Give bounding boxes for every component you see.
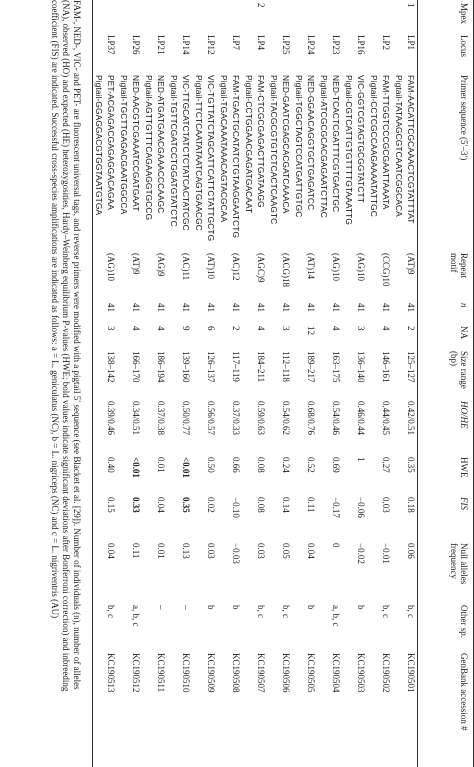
na-cell: 3 (281, 326, 292, 331)
null-alleles-cell: −0.01 (381, 543, 392, 564)
null-alleles-cell: 0 (331, 543, 342, 548)
reverse-primer: Pigtail-TGTTCGATCCTGGATGTATCTC (169, 75, 180, 227)
repeat-motif-cell: (AG)9 (156, 253, 167, 277)
null-alleles-cell: 0.04 (93, 540, 118, 602)
reverse-primer: Pigtail-TTCTCAATATAATCAGTGAACGC (194, 75, 205, 231)
mpex-cell (118, 0, 143, 32)
other-species-cell: – (156, 605, 167, 610)
repeat-motif-cell: (AC)11 (181, 253, 192, 281)
table-row (193, 0, 218, 767)
na-cell: 2 (231, 326, 242, 331)
reverse-primer: Pigtail-ATCGCGCACGAGAATCTTAC (319, 75, 330, 218)
na-cell: 2 (406, 326, 416, 331)
size-range-cell: 117–119 (231, 351, 242, 382)
repeat-motif-cell: (ACG)18 (281, 253, 292, 287)
size-range-cell: 166–170 (131, 351, 142, 383)
primer-cell (118, 72, 143, 250)
na-cell: 3 (93, 323, 118, 348)
table-row (393, 0, 418, 767)
locus-cell: LP21 (156, 35, 167, 55)
reverse-primer: Pigtail-TGCTTGAGACGAATGGCCA (119, 75, 130, 215)
other-species-cell: b (356, 605, 367, 610)
fis-cell: 0.03 (381, 497, 392, 513)
genbank-accession-cell: KC190504 (331, 653, 342, 693)
forward-primer: VIC-TTGCATCTATCTCTATCACTATCGC (181, 75, 192, 231)
primer-cell (193, 72, 218, 250)
table-body (93, 0, 418, 767)
header-hwe: HWE (418, 454, 474, 494)
reverse-primer: Pigtail-AGTTGTTTCAGAAGGTGCCG (144, 75, 155, 221)
fis-cell: 0.04 (156, 497, 167, 513)
mpex-cell (318, 0, 343, 32)
size-range-cell: 163–175 (331, 351, 342, 383)
primer-cell (243, 72, 268, 250)
size-range-cell: 138–142 (93, 348, 118, 398)
header-ho-he: HO/HE (418, 398, 474, 454)
forward-primer: NED-AACGTCGAAATCCGATGAAT (131, 75, 142, 212)
n-cell: 41 (131, 303, 142, 312)
genbank-accession-cell: KC190509 (206, 653, 217, 693)
primer-cell (268, 72, 293, 250)
table-row (293, 0, 318, 767)
ho-he-cell: 0.54/0.46 (331, 401, 342, 436)
na-cell: 9 (181, 326, 192, 331)
repeat-motif-cell: (AG)10 (331, 253, 342, 281)
other-species-cell: b, c (93, 602, 118, 650)
other-species-cell: a, b, c (131, 605, 142, 627)
ho-he-cell: 0.42/0.51 (406, 401, 416, 436)
ho-he-cell: 0.39/0.46 (93, 398, 118, 454)
primer-cell (318, 72, 343, 250)
hwe-cell: <0.01 (131, 457, 142, 478)
header-other-species: Other sp. (418, 602, 474, 650)
forward-primer: FAM-AACATTCGCAAACTCGTATTTAT (406, 75, 416, 224)
mpex-cell (143, 0, 168, 32)
n-cell: 41 (231, 303, 242, 312)
null-alleles-cell: 0.01 (156, 543, 167, 559)
hwe-cell: 0.40 (93, 454, 118, 494)
genbank-accession-cell: KC190510 (181, 653, 192, 693)
forward-primer: VIC-TGTTATCTAGCATTCATTCTATTGCTG (206, 75, 217, 242)
na-cell: 4 (331, 326, 342, 331)
fis-cell: −0.10 (231, 497, 242, 518)
fis-cell: 0.33 (131, 497, 142, 513)
ho-he-cell: 0.44/0.45 (381, 401, 392, 436)
primer-cell (343, 72, 368, 250)
fis-cell: 0.15 (93, 494, 118, 540)
reverse-primer: Pigtail-TATAAGCGTCAATCGGCACA (394, 75, 404, 217)
header-size: Size range (bp) (418, 348, 474, 398)
locus-cell: LP26 (131, 35, 142, 55)
n-cell: 41 (256, 303, 267, 312)
locus-cell: LP2 (381, 35, 392, 51)
hwe-cell: 0.24 (281, 457, 292, 473)
other-species-cell: a, b, c (331, 605, 342, 627)
repeat-motif-cell: (AC)12 (231, 253, 242, 281)
mpex-cell (368, 0, 393, 32)
na-cell: 4 (156, 326, 167, 331)
primer-cell (143, 72, 168, 250)
genbank-accession-cell: KC190513 (93, 650, 118, 767)
header-na: NA (418, 323, 474, 348)
mpex-cell: 2 (256, 3, 267, 8)
table-row (343, 0, 368, 767)
size-range-cell: 136–140 (356, 351, 367, 383)
null-alleles-cell: 0.11 (131, 543, 142, 559)
null-alleles-cell: 0.03 (256, 543, 267, 559)
size-range-cell: 139–160 (181, 351, 192, 383)
primer-cell (218, 72, 243, 250)
ho-he-cell: 0.54/0.62 (281, 401, 292, 436)
size-range-cell: 112–118 (281, 351, 292, 382)
other-species-cell: b (306, 605, 317, 610)
null-alleles-cell: 0.06 (406, 543, 416, 559)
locus-cell: LP24 (306, 35, 317, 55)
genbank-accession-cell: KC190512 (131, 653, 142, 693)
header-primer: Primer sequence (5′–3′) (418, 72, 474, 250)
hwe-cell: 0.52 (306, 457, 317, 473)
size-range-cell: 146–161 (381, 351, 392, 383)
size-range-cell: 125–127 (406, 351, 416, 383)
na-cell: 6 (206, 326, 217, 331)
fis-cell: 0.11 (306, 497, 317, 513)
locus-cell: LP23 (331, 35, 342, 55)
fis-cell: 0.18 (406, 497, 416, 513)
header-genbank: GenBank accession # (418, 650, 474, 767)
locus-cell: LP25 (281, 35, 292, 55)
reverse-primer: Pigtail-TGGCTAGTCCATGATTGTGC (294, 75, 305, 218)
forward-primer: NED-GGAACAGGTGCTGAGATCC (306, 75, 317, 211)
ho-he-cell: 0.46/0.44 (356, 401, 367, 436)
null-alleles-cell: 0.04 (306, 543, 317, 559)
ho-he-cell: 0.68/0.76 (306, 401, 317, 436)
primer-cell (368, 72, 393, 250)
ho-he-cell: 0.37/0.33 (231, 401, 242, 436)
null-alleles-cell: −0.02 (356, 543, 367, 564)
genbank-accession-cell: KC190502 (381, 653, 392, 693)
primer-cell (393, 72, 418, 250)
mpex-cell (93, 0, 118, 32)
locus-cell: LP4 (256, 35, 267, 51)
fis-cell: −0.06 (356, 497, 367, 518)
table-row (268, 0, 293, 767)
table-row (118, 0, 143, 767)
genbank-accession-cell: KC190501 (406, 653, 416, 693)
null-alleles-cell: 0.13 (181, 543, 192, 559)
forward-primer: NED-TCACTCGATTTCGTGACTGC (331, 75, 342, 213)
repeat-motif-cell: (AT)10 (206, 253, 217, 279)
fis-cell: −0.17 (331, 497, 342, 518)
other-species-cell: – (181, 605, 192, 610)
mpex-cell (343, 0, 368, 32)
ho-he-cell: 0.50/0.77 (181, 401, 192, 436)
na-cell: 3 (356, 326, 367, 331)
n-cell: 41 (93, 300, 118, 323)
hwe-cell: 0.01 (156, 457, 167, 473)
primer-cell (168, 72, 193, 250)
genbank-accession-cell: KC190511 (156, 653, 167, 693)
n-cell: 41 (331, 303, 342, 312)
locus-cell: LP37 (93, 32, 118, 72)
ho-he-cell: 0.56/0.57 (206, 401, 217, 436)
hwe-cell: 0.35 (406, 457, 416, 473)
table-row (218, 0, 243, 767)
header-locus: Locus (418, 32, 474, 72)
n-cell: 41 (281, 303, 292, 312)
reverse-primer: Pigtail-CGTCATTGTGTTTTGTAAATTG (344, 75, 355, 226)
table-row (143, 0, 168, 767)
reverse-primer: Pigtail-TACGCGTGTCTCACTCAAGTC (269, 75, 280, 225)
reverse-primer: Pigtail-TGACAAATAAACAGTACGCAA (219, 75, 230, 223)
locus-cell: LP7 (231, 35, 242, 51)
table-header-row (418, 0, 474, 767)
forward-primer: VIC-GGTCGTAGTGCGGTATCTT (356, 75, 367, 203)
repeat-motif-cell: (AT)9 (131, 253, 142, 275)
repeat-motif-cell: (AG)10 (356, 253, 367, 281)
null-alleles-cell: 0.03 (206, 543, 217, 559)
n-cell: 41 (156, 303, 167, 312)
footnote-line: (NA), observed (HO) and expected (HE) heterozygosities, Hardy–Weinberg equilibrium P-values (HWE; bold values indicate significant deviations after Bonferroni correction) and inbreeding (61, 0, 71, 692)
repeat-motif-cell: (CCG)10 (381, 253, 392, 287)
repeat-motif-cell: (AT)9 (406, 253, 416, 275)
forward-primer: NED-ATGATGAACGAAACCCAAGC (156, 75, 167, 214)
n-cell: 41 (206, 303, 217, 312)
mpex-cell (268, 0, 293, 32)
other-species-cell: b, c (406, 605, 416, 618)
n-cell: 41 (356, 303, 367, 312)
table-row (93, 0, 118, 767)
ho-he-cell: 0.37/0.38 (156, 401, 167, 436)
forward-primer: FAM-TTGGTCCCGCGAATTAAATA (381, 75, 392, 210)
table-row (243, 0, 268, 767)
hwe-cell: 0.08 (256, 457, 267, 473)
fis-cell: 0.08 (256, 497, 267, 513)
locus-cell: LP14 (181, 35, 192, 55)
other-species-cell: b, c (281, 605, 292, 618)
na-cell: 4 (381, 326, 392, 331)
na-cell: 12 (306, 326, 317, 335)
n-cell: 41 (181, 303, 192, 312)
fis-cell: 0.02 (206, 497, 217, 513)
header-mpex: Mpex (418, 0, 474, 32)
ho-he-cell: 0.34/0.51 (131, 401, 142, 436)
repeat-motif-cell: (AG)10 (93, 250, 118, 300)
header-null-alleles: Null alleles frequency (418, 540, 474, 602)
other-species-cell: b (206, 605, 217, 610)
footnote-line: coefficient (FIS) are indicated. Successful cross-species amplifications are indicated as follows: a = L. geniculatus (NC), b = L. nigriceps (NC) and c = L. nigriventris (AU) (50, 0, 60, 619)
n-cell: 41 (381, 303, 392, 312)
forward-primer: PET-ACGAGACGAGAGGACAGAA (106, 75, 117, 210)
mpex-cell (193, 0, 218, 32)
genbank-accession-cell: KC190505 (306, 653, 317, 693)
hwe-cell: 0.27 (381, 457, 392, 473)
header-n: n (418, 300, 474, 323)
size-range-cell: 189–217 (306, 351, 317, 383)
header-repeat: Repeat motif (418, 250, 474, 300)
repeat-motif-cell: (AT)14 (306, 253, 317, 279)
locus-cell: LP12 (206, 35, 217, 55)
reverse-primer: Pigtail-GGAGGACGTGGTAATGTGA (94, 75, 105, 216)
genbank-accession-cell: KC190508 (231, 653, 242, 693)
header-fis: FIS (418, 494, 474, 540)
locus-cell: LP1 (406, 35, 416, 51)
table-row (368, 0, 393, 767)
other-species-cell: b (231, 605, 242, 610)
microsatellite-table (92, 0, 474, 767)
null-alleles-cell: −0.03 (231, 543, 242, 564)
table-footnote (49, 0, 82, 767)
mpex-cell (293, 0, 318, 32)
fis-cell: 0.14 (281, 497, 292, 513)
genbank-accession-cell: KC190503 (356, 653, 367, 693)
repeat-motif-cell: (AGC)9 (256, 253, 267, 283)
genbank-accession-cell: KC190507 (256, 653, 267, 693)
reverse-primer: Pigtail-CCTGGAACGAGATGACAAT (244, 75, 255, 214)
hwe-cell: 0.50 (206, 457, 217, 473)
genbank-accession-cell: KC190506 (281, 653, 292, 693)
forward-primer: NED-GAATCGAGCACGATCAAACA (281, 75, 292, 214)
mpex-cell: 1 (406, 3, 416, 8)
primer-cell (93, 72, 118, 250)
n-cell: 41 (306, 303, 317, 312)
null-alleles-cell: 0.05 (281, 543, 292, 559)
other-species-cell: b, c (381, 605, 392, 618)
mpex-cell (168, 0, 193, 32)
hwe-cell: 0.66 (231, 457, 242, 473)
size-range-cell: 184–211 (256, 351, 267, 383)
forward-primer: FAM-CTCGCGAGACTTGATAAGG (256, 75, 267, 208)
mpex-cell (218, 0, 243, 32)
size-range-cell: 186–194 (156, 351, 167, 383)
hwe-cell: <0.01 (181, 457, 192, 478)
fis-cell: 0.35 (181, 497, 192, 513)
table-row (318, 0, 343, 767)
hwe-cell: 1 (356, 457, 367, 462)
na-cell: 4 (256, 326, 267, 331)
hwe-cell: 0.69 (331, 457, 342, 473)
locus-cell: LP16 (356, 35, 367, 55)
ho-he-cell: 0.59/0.63 (256, 401, 267, 436)
size-range-cell: 126–137 (206, 351, 217, 383)
footnote-line: FAM-, NED-, VIC- and PET- are fluorescent universal tags, and reverse primers were modified with a pigtail 5′ sequence (see Blacket et al. [29]). Number of individuals (n), number of alleles (72, 0, 82, 690)
other-species-cell: b, c (256, 605, 267, 618)
primer-cell (293, 72, 318, 250)
na-cell: 4 (131, 326, 142, 331)
table-row (168, 0, 193, 767)
forward-primer: FAM-TGACTGCATATCTGTAAGGAATCTG (231, 75, 242, 239)
reverse-primer: Pigtail-CCTCGCCAAGAAAATATTGC (369, 75, 380, 217)
n-cell: 41 (406, 303, 416, 312)
